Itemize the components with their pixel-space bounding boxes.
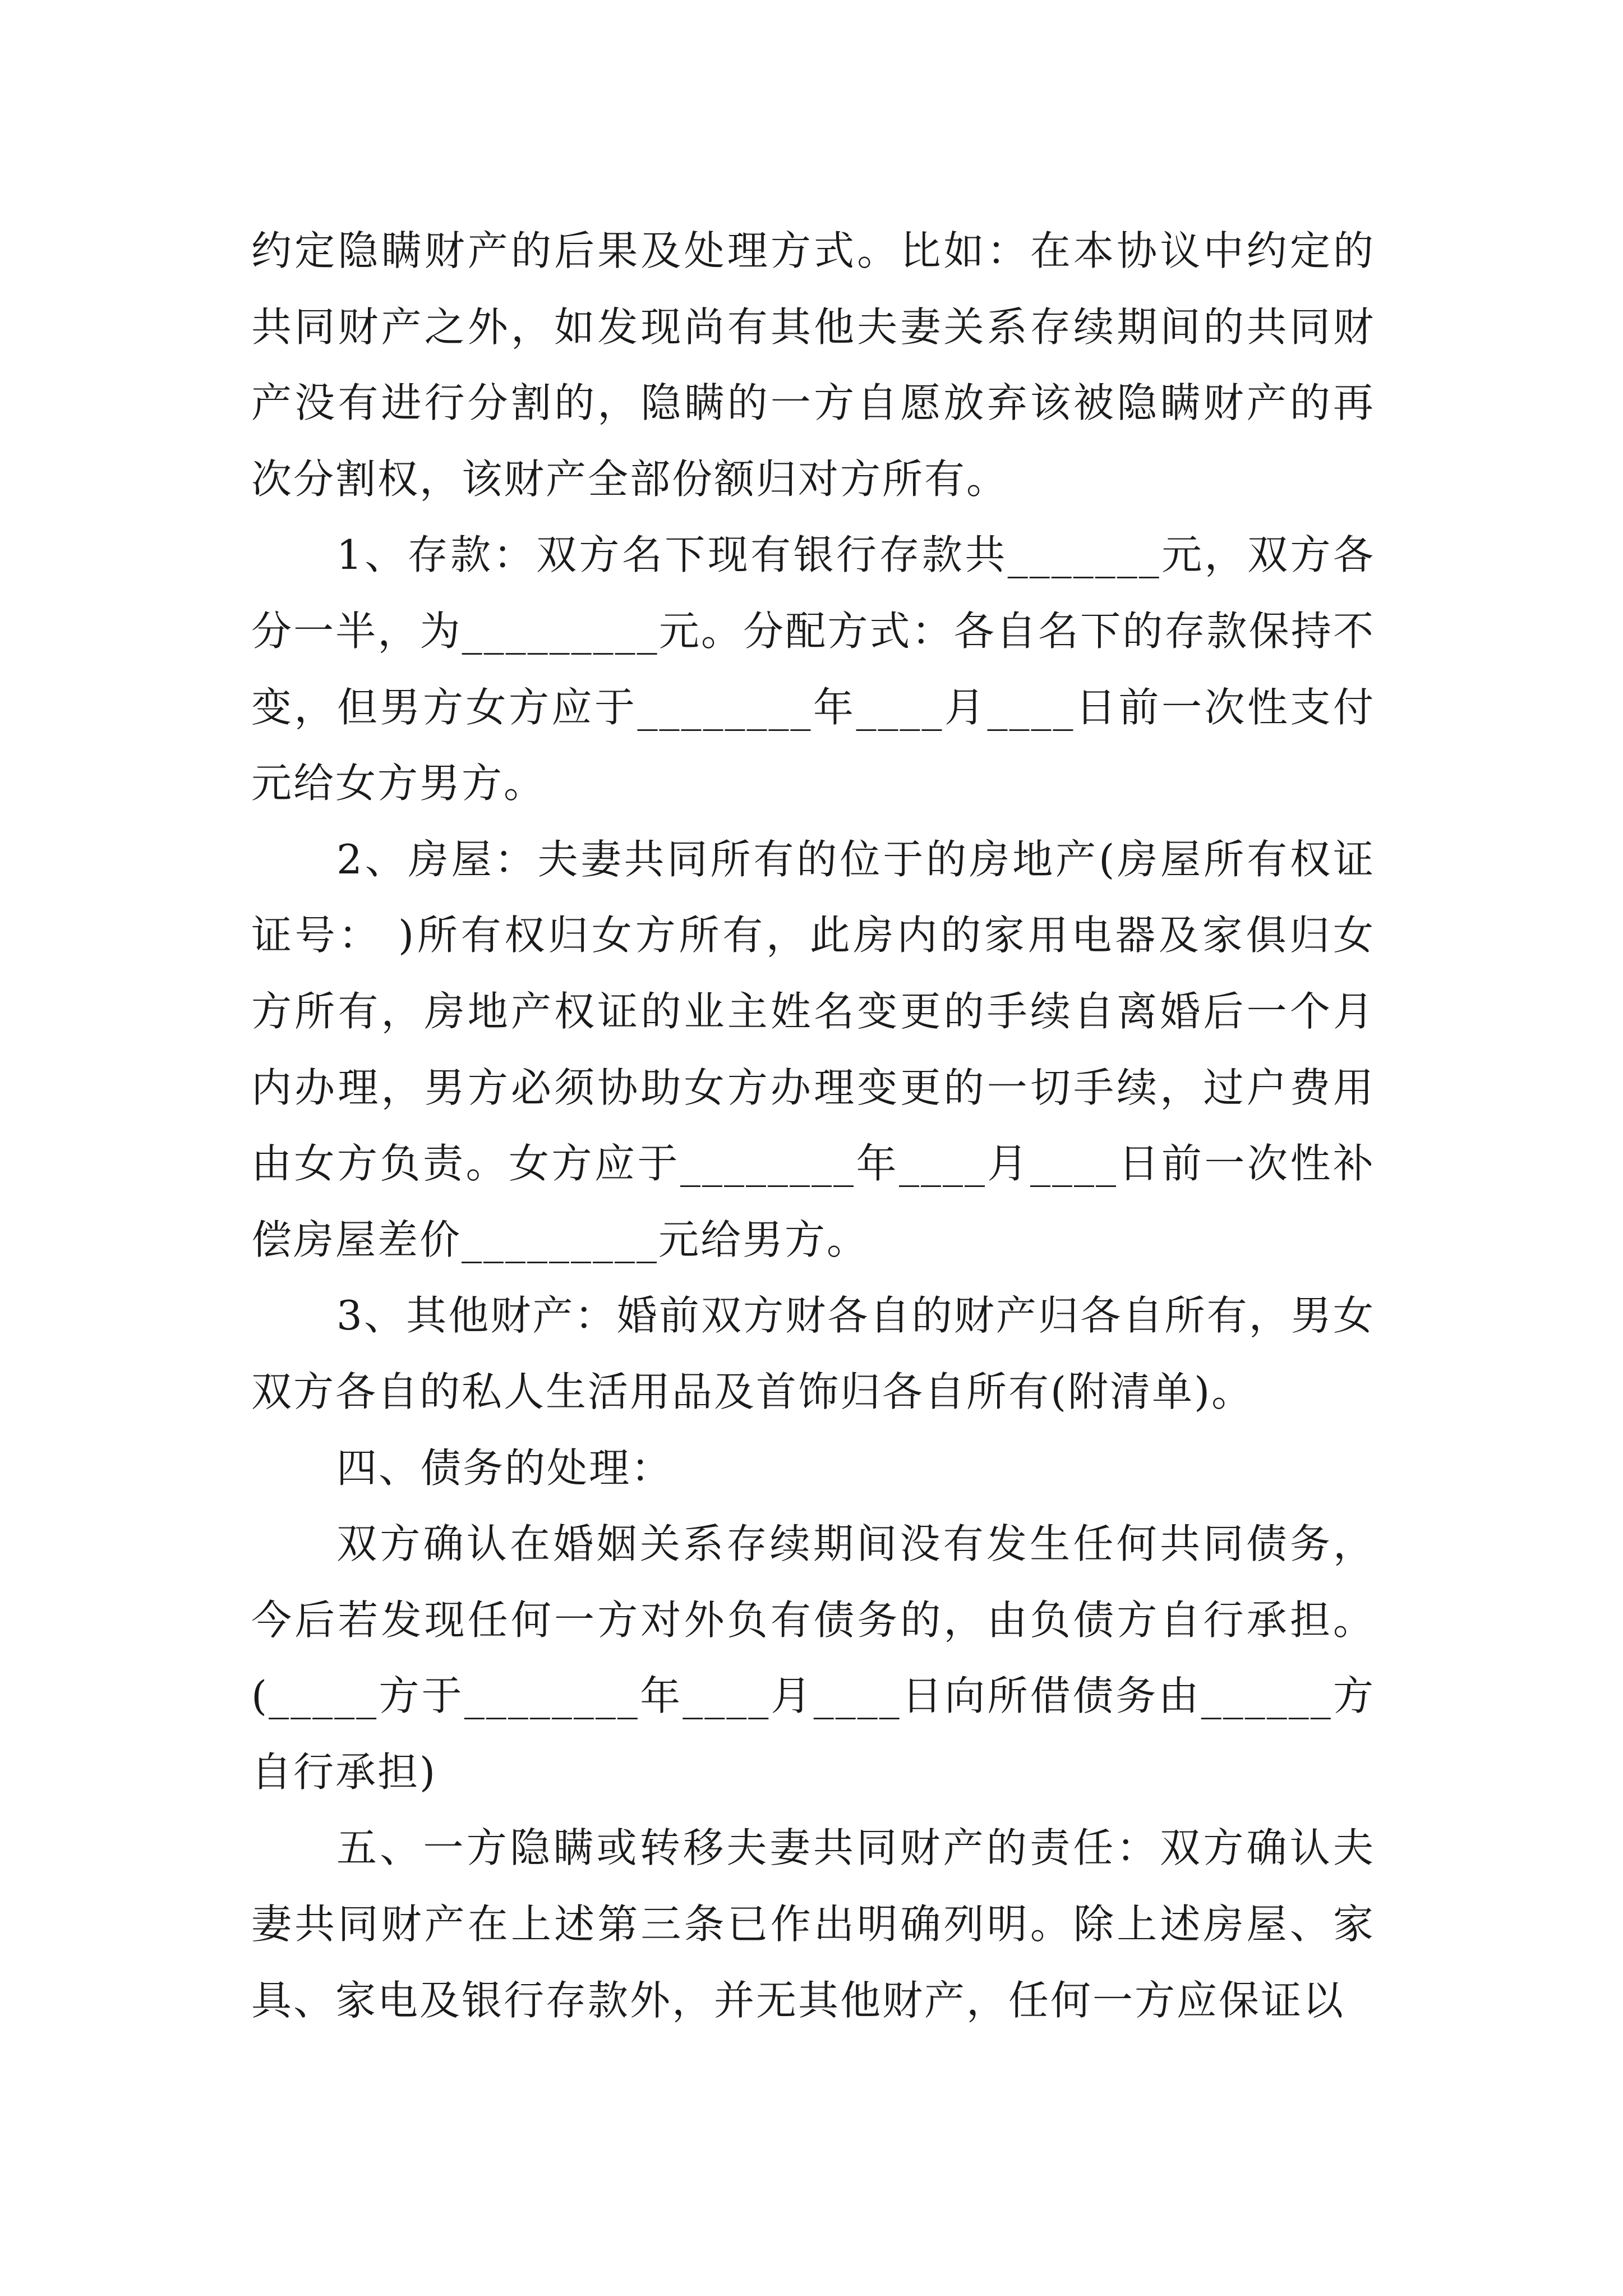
paragraph-housing: 2、房屋：夫妻共同所有的位于的房地产(房屋所有权证证号： )所有权归女方所有，此房内的家用电器及家俱归女方所有，房地产权证的业主姓名变更的手续自离婚后一个月内办理，男方必须协助女方办理变更的一切手续，过户费用由女方负责。女方应于________年____月____日前一次性补偿房屋差价_________元给男方。: [251, 835, 1375, 1263]
paragraph-savings: 1、存款：双方名下现有银行存款共_______元，双方各分一半，为_________元。分配方式：各自名下的存款保持不变，但男方女方应于________年____月____日前一次性支付元给女方男方。: [251, 531, 1375, 807]
document-page: [251, 213, 1375, 2039]
paragraph-concealment-consequence: 约定隐瞒财产的后果及处理方式。比如：在本协议中约定的共同财产之外，如发现尚有其他夫妻关系存续期间的共同财产没有进行分割的，隐瞒的一方自愿放弃该被隐瞒财产的再次分割权，该财产全部份额归对方所有。: [251, 227, 1375, 503]
section-heading-debts: 四、债务的处理：: [336, 1444, 674, 1492]
paragraph-other-property: 3、其他财产：婚前双方财各自的财产归各自所有，男女双方各自的私人生活用品及首饰归各自所有(附清单)。: [251, 1292, 1375, 1415]
paragraph-debts: 双方确认在婚姻关系存续期间没有发生任何共同债务，今后若发现任何一方对外负有债务的，由负债方自行承担。(_____方于________年____月____日向所借债务由______方自行承担): [251, 1520, 1375, 1796]
paragraph-concealment-liability: 五、一方隐瞒或转移夫妻共同财产的责任：双方确认夫妻共同财产在上述第三条已作出明确列明。除上述房屋、家具、家电及银行存款外，并无其他财产，任何一方应保证以: [251, 1824, 1375, 2024]
